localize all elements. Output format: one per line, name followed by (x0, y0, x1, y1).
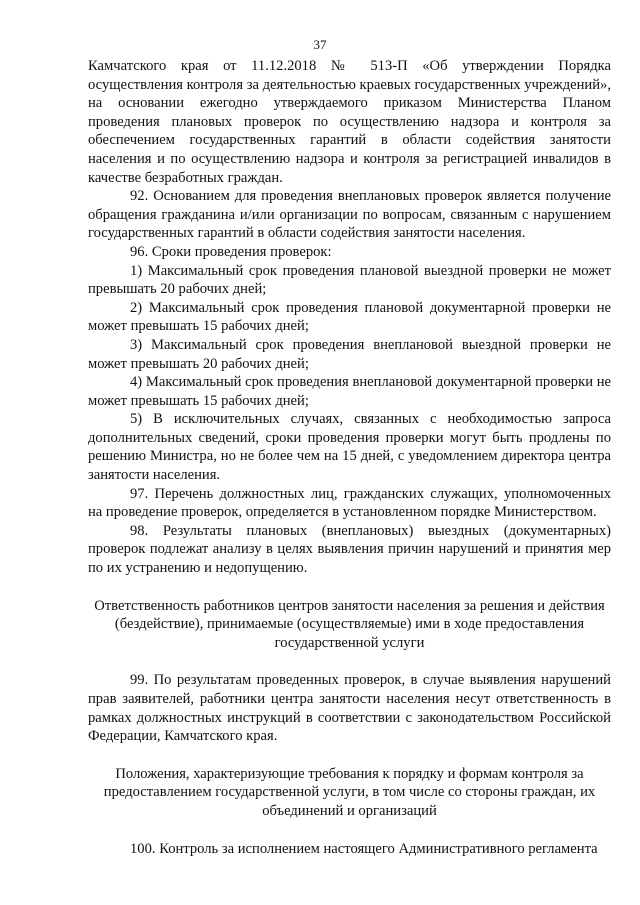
paragraph-continuation: Камчатского края от 11.12.2018 № 513-П «Об утверждении Порядка осуществления контроля за деятельностью краевых государственных учреждений», на основании ежегодно утверждаемого приказом Министерства Планом проведения плановых проверок по осуществлению надзора и контроля за обеспечением государственных гарантий в области содействия занятости населения и по осуществлению надзора и контроля за регистрацией инвалидов в качестве безработных граждан. (88, 58, 611, 186)
list-item-1: 1) Максимальный срок проведения плановой выездной проверки не может превышать 20 рабочих дней; (88, 262, 611, 298)
document-body (88, 57, 611, 858)
list-item-2: 2) Максимальный срок проведения плановой документарной проверки не может превышать 15 рабочих дней; (88, 299, 611, 335)
page-number: 37 (313, 37, 327, 52)
section-heading-control-provisions: Положения, характеризующие требования к порядку и формам контроля за предоставлением государственной услуги, в том числе со стороны граждан, их объединений и организаций (103, 765, 596, 819)
paragraph-99: 99. По результатам проведенных проверок, в случае выявления нарушений прав заявителей, работники центра занятости населения несут ответственность в рамках должностных инструкций в соответствии с законодательством Российской Федерации, Камчатского края. (88, 672, 611, 745)
list-item-5: 5) В исключительных случаях, связанных с необходимостью запроса дополнительных сведений, сроки проведения проверки могут быть продлены по решению Министра, но не более чем на 15 дней, с уведомлением директора центра занятости населения. (88, 411, 611, 484)
paragraph-98: 98. Результаты плановых (внеплановых) выездных (документарных) проверок подлежат анализу в целях выявления причин нарушений и принятия мер по их устранению и недопущению. (88, 522, 611, 577)
paragraph-96: 96. Сроки проведения проверок: (130, 243, 332, 260)
section-heading-responsibility: Ответственность работников центров занятости населения за решения и действия (бездействие), принимаемые (осуществляемые) ими в ходе предоставления государственной услуги (94, 597, 605, 651)
list-item-3: 3) Максимальный срок проведения внеплановой выездной проверки не может превышать 20 рабочих дней; (88, 336, 611, 372)
list-item-4: 4) Максимальный срок проведения внеплановой документарной проверки не может превышать 15 рабочих дней; (88, 374, 611, 409)
paragraph-100: 100. Контроль за исполнением настоящего Административного регламента (130, 840, 598, 857)
paragraph-92: 92. Основанием для проведения внеплановых проверок является получение обращения гражданина и/или организации по вопросам, связанным с нарушением государственных гарантий в области содействия занятости населения. (88, 188, 611, 242)
paragraph-97: 97. Перечень должностных лиц, гражданских служащих, уполномоченных на проведение проверок, определяется в установленном порядке Министерством. (88, 485, 611, 521)
